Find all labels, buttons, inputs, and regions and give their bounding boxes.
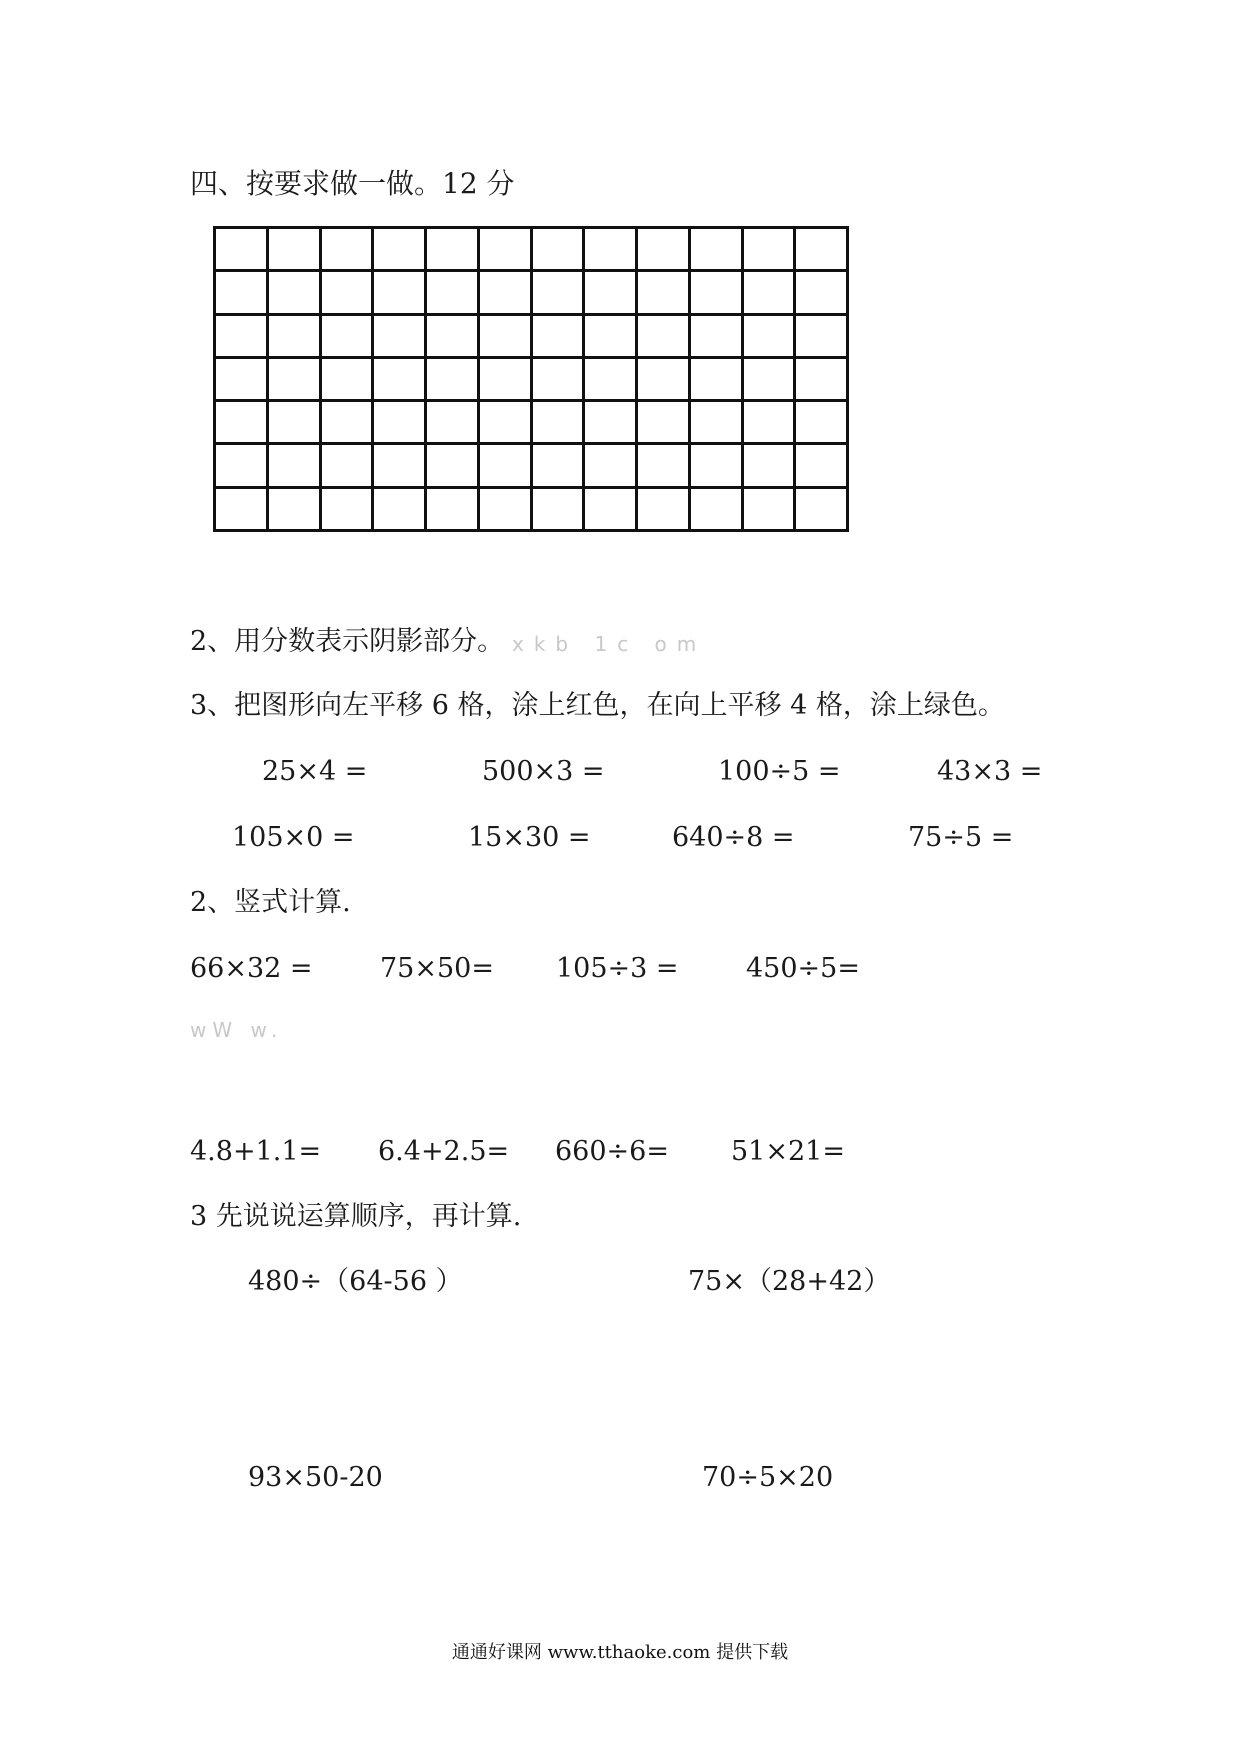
- grid-cell: [269, 229, 322, 272]
- grid-cell: [744, 359, 797, 402]
- grid-cell: [374, 272, 427, 315]
- grid-cell: [585, 272, 638, 315]
- grid-cell: [585, 402, 638, 445]
- vertical-item: 6.4+2.5=: [378, 1136, 510, 1167]
- grid-cell: [427, 489, 480, 532]
- grid-cell: [322, 359, 375, 402]
- grid-cell: [216, 272, 269, 315]
- oral-item: 43×3 =: [937, 756, 1043, 787]
- grid-cell: [796, 359, 849, 402]
- watermark-text: xkb 1c om: [512, 632, 707, 656]
- grid-cell: [427, 445, 480, 488]
- grid-cell: [691, 359, 744, 402]
- grid-cell: [533, 229, 586, 272]
- grid-cell: [216, 359, 269, 402]
- oral-item: 640÷8 =: [672, 822, 795, 853]
- question-translate: 3、把图形向左平移 6 格，涂上红色，在向上平移 4 格，涂上绿色。: [190, 690, 1005, 721]
- grid-cell: [638, 445, 691, 488]
- grid-cell: [796, 272, 849, 315]
- grid-cell: [585, 229, 638, 272]
- grid-cell: [585, 445, 638, 488]
- grid-cell: [216, 402, 269, 445]
- grid-cell: [374, 445, 427, 488]
- grid-cell: [691, 445, 744, 488]
- grid-cell: [691, 402, 744, 445]
- grid-cell: [744, 402, 797, 445]
- grid-cell: [322, 445, 375, 488]
- order-item: 93×50-20: [248, 1462, 383, 1493]
- vertical-item: 66×32 =: [190, 953, 313, 984]
- grid-cell: [638, 359, 691, 402]
- grid-cell: [216, 445, 269, 488]
- grid-cell: [480, 229, 533, 272]
- grid-cell: [322, 402, 375, 445]
- watermark-text: wW w.: [190, 1018, 284, 1042]
- grid-cell: [374, 359, 427, 402]
- vertical-calc-title: 2、竖式计算.: [190, 887, 351, 918]
- square-grid: [213, 226, 849, 532]
- vertical-item: 75×50=: [380, 953, 494, 984]
- section-title: 四、按要求做一做。12 分: [190, 167, 515, 200]
- grid-cell: [269, 272, 322, 315]
- order-item: 75×（28+42）: [688, 1266, 891, 1297]
- grid-cell: [533, 272, 586, 315]
- grid-cell: [533, 489, 586, 532]
- grid-cell: [585, 359, 638, 402]
- grid-cell: [638, 229, 691, 272]
- grid-cell: [691, 316, 744, 359]
- vertical-item: 660÷6=: [555, 1136, 669, 1167]
- grid-cell: [638, 316, 691, 359]
- oral-item: 75÷5 =: [908, 822, 1014, 853]
- grid-cell: [691, 272, 744, 315]
- grid-cell: [322, 316, 375, 359]
- grid-cell: [269, 445, 322, 488]
- page-footer: 通通好课网 www.tthaoke.com 提供下载: [451, 1642, 789, 1663]
- grid-cell: [744, 445, 797, 488]
- oral-item: 15×30 =: [468, 822, 591, 853]
- grid-cell: [533, 316, 586, 359]
- grid-cell: [480, 445, 533, 488]
- order-calc-title: 3 先说说运算顺序，再计算.: [190, 1201, 522, 1232]
- grid-cell: [427, 316, 480, 359]
- grid-cell: [744, 229, 797, 272]
- grid-cell: [585, 489, 638, 532]
- grid-cell: [480, 359, 533, 402]
- grid-cell: [796, 316, 849, 359]
- grid-cell: [374, 229, 427, 272]
- vertical-item: 105÷3 =: [556, 953, 679, 984]
- grid-cell: [744, 316, 797, 359]
- oral-item: 105×0 =: [232, 822, 355, 853]
- grid-cell: [480, 402, 533, 445]
- grid-cell: [427, 402, 480, 445]
- grid-cell: [638, 402, 691, 445]
- vertical-item: 4.8+1.1=: [190, 1136, 322, 1167]
- grid-cell: [533, 402, 586, 445]
- grid-cell: [216, 229, 269, 272]
- oral-item: 25×4 =: [262, 756, 368, 787]
- grid-cell: [427, 229, 480, 272]
- oral-item: 100÷5 =: [718, 756, 841, 787]
- grid-cell: [638, 272, 691, 315]
- order-item: 480÷（64-56 ）: [248, 1266, 463, 1297]
- grid-cell: [216, 316, 269, 359]
- grid-cell: [427, 272, 480, 315]
- grid-cell: [744, 272, 797, 315]
- grid-cell: [269, 402, 322, 445]
- grid-cell: [533, 359, 586, 402]
- grid-cell: [374, 402, 427, 445]
- grid-cell: [374, 316, 427, 359]
- question-fraction: 2、用分数表示阴影部分。: [190, 626, 505, 657]
- grid-cell: [744, 489, 797, 532]
- grid-cell: [691, 229, 744, 272]
- grid-cell: [269, 359, 322, 402]
- grid-cell: [796, 402, 849, 445]
- grid-cell: [322, 489, 375, 532]
- vertical-item: 450÷5=: [746, 953, 860, 984]
- grid-cell: [216, 489, 269, 532]
- grid-cell: [796, 445, 849, 488]
- grid-cell: [796, 229, 849, 272]
- grid-cell: [480, 316, 533, 359]
- grid-cell: [427, 359, 480, 402]
- grid-cell: [269, 316, 322, 359]
- grid-cell: [533, 445, 586, 488]
- grid-cell: [374, 489, 427, 532]
- grid-cell: [480, 272, 533, 315]
- order-item: 70÷5×20: [702, 1462, 834, 1493]
- grid-cell: [638, 489, 691, 532]
- grid-cell: [480, 489, 533, 532]
- vertical-item: 51×21=: [731, 1136, 845, 1167]
- grid-cell: [796, 489, 849, 532]
- grid-cell: [322, 272, 375, 315]
- grid-cell: [691, 489, 744, 532]
- grid-cell: [269, 489, 322, 532]
- oral-item: 500×3 =: [482, 756, 605, 787]
- grid-cell: [585, 316, 638, 359]
- grid-cell: [322, 229, 375, 272]
